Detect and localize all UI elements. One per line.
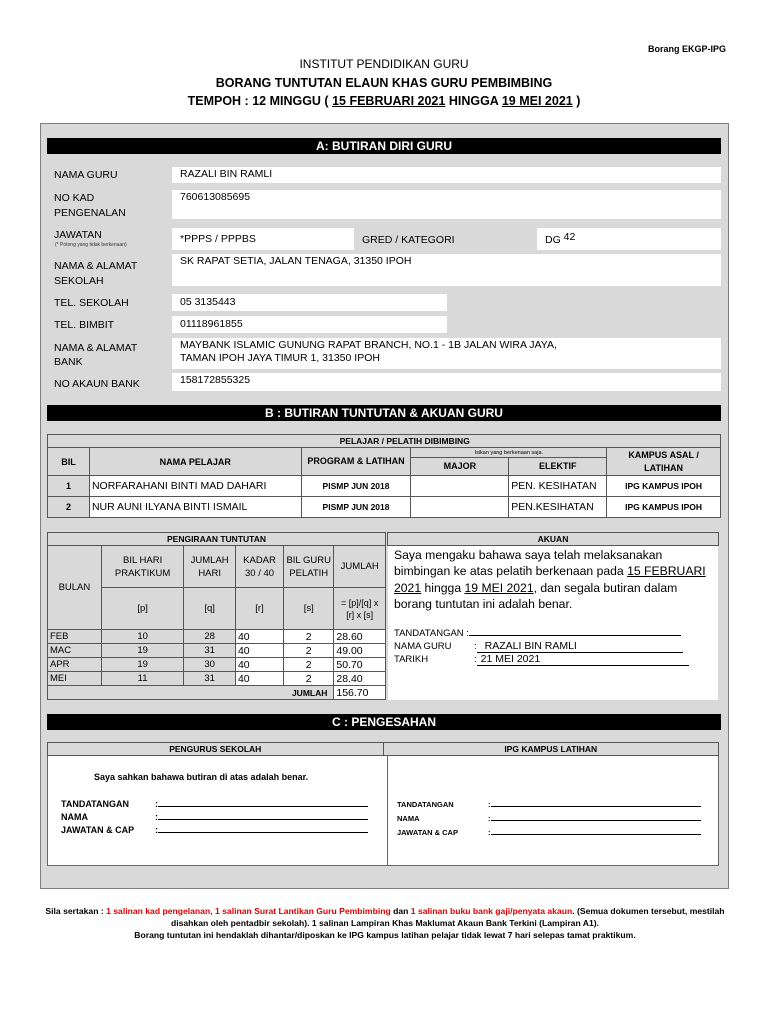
section-c-heading: C : PENGESAHAN — [47, 714, 721, 730]
th-note: Isikan yang berkenaan saja. — [411, 448, 606, 458]
label-no-kad-1: NO KAD — [54, 192, 95, 204]
note-red-1: 1 salinan kad pengelanan, 1 salinan Surat Lantikan Guru Pembimbing — [106, 906, 391, 916]
th-formula: = [p]/[q] x [r] x [s] — [334, 588, 386, 630]
calc-row — [48, 658, 386, 672]
th-r: [r] — [235, 588, 283, 630]
pengurus-sekolah-title: PENGURUS SEKOLAH — [48, 743, 384, 756]
label-tel-sekolah: TEL. SEKOLAH — [54, 297, 129, 309]
right-label-jawatan: JAWATAN & CAP — [397, 828, 458, 837]
th-jumlah-hari: JUMLAH HARI — [184, 546, 236, 588]
calc-r[interactable]: 40 — [235, 644, 283, 658]
akuan-text-3: , dan segala butiran dalam borang tuntutan ini adalah benar. — [394, 580, 678, 611]
pengesahan-statement: Saya sahkan bahawa butiran di atas adalah benar. — [94, 772, 309, 782]
calc-q[interactable]: 30 — [184, 658, 236, 672]
calc-s[interactable]: 2 — [284, 644, 334, 658]
pengesahan-divider — [387, 755, 388, 866]
row-major[interactable] — [411, 476, 509, 497]
row-kampus[interactable]: IPG KAMPUS IPOH — [607, 476, 721, 497]
calc-r[interactable]: 40 — [235, 672, 283, 686]
alamat-bank-line-2: TAMAN IPOH JAYA TIMUR 1, 31350 IPOH — [180, 352, 380, 364]
th-jumlah: JUMLAH — [334, 546, 386, 588]
period-end: 19 MEI 2021 — [501, 94, 573, 108]
th-kampus: KAMPUS ASAL / LATIHAN — [607, 448, 721, 476]
row-nama[interactable]: NUR AUNI ILYANA BINTI ISMAIL — [89, 497, 301, 518]
section-a-heading: A: BUTIRAN DIRI GURU — [47, 138, 721, 154]
row-bil: 2 — [48, 497, 90, 518]
calc-table — [47, 532, 386, 700]
calc-title: PENGIRAAN TUNTUTAN — [48, 533, 386, 546]
form-title: BORANG TUNTUTAN ELAUN KHAS GURU PEMBIMBING — [215, 76, 553, 90]
akuan-nama-label: NAMA GURU — [394, 641, 452, 652]
label-jawatan: JAWATAN — [54, 229, 102, 241]
akuan-tarikh-label: TARIKH — [394, 654, 429, 665]
calc-s[interactable]: 2 — [284, 630, 334, 644]
period-mid: HINGGA — [448, 94, 499, 108]
right-sig-jawatan: JAWATAN & CAP : — [397, 826, 701, 837]
left-line-jawatan[interactable] — [158, 824, 368, 833]
akuan-date-end: 19 MEI 2021 — [464, 580, 534, 595]
akuan-statement — [394, 547, 716, 612]
calc-p[interactable]: 10 — [101, 630, 184, 644]
row-bil: 1 — [48, 476, 90, 497]
akuan-tandatangan — [394, 626, 681, 639]
label-gred: GRED / KATEGORI — [362, 234, 455, 246]
right-line-nama[interactable] — [491, 812, 701, 821]
period-heading — [0, 94, 768, 108]
right-sig-tandatangan: TANDATANGAN : — [397, 798, 701, 809]
label-alamat-bank-1: NAMA & ALAMAT — [54, 342, 138, 354]
akuan-signature-line[interactable] — [469, 626, 681, 636]
th-kadar: KADAR 30 / 40 — [235, 546, 283, 588]
row-program[interactable]: PISMP JUN 2018 — [301, 476, 411, 497]
calc-s[interactable]: 2 — [284, 658, 334, 672]
jawatan-field[interactable]: *PPPS / PPPBS — [172, 228, 354, 250]
no-akaun-field[interactable]: 158172855325 — [172, 373, 721, 391]
calc-p[interactable]: 19 — [101, 644, 184, 658]
student-row — [48, 476, 721, 497]
gred-field[interactable] — [537, 228, 721, 250]
th-bil: BIL — [48, 448, 90, 476]
akuan-text-1: Saya mengaku bahawa saya telah melaksanakan bimbingan ke atas pelatih berkenaan pada — [394, 548, 663, 579]
calc-total-value[interactable]: 156.70 — [334, 686, 386, 700]
calc-jumlah[interactable]: 28.60 — [334, 630, 386, 644]
left-sig-nama: NAMA : — [61, 811, 368, 822]
right-line-jawatan[interactable] — [491, 826, 701, 835]
calc-row — [48, 630, 386, 644]
akuan-date-start: 15 FEBRUARI 2021 — [394, 564, 706, 595]
label-alamat-sekolah-1: NAMA & ALAMAT — [54, 260, 138, 272]
note-line-3: Borang tuntutan ini hendaklah dihantar/diposkan ke IPG kampus latihan pelajar tidak lewat 7 hari selepas tamat praktikum. — [134, 930, 636, 940]
institute-heading: INSTITUT PENDIDIKAN GURU — [299, 57, 469, 71]
note-part-1: Sila sertakan : — [45, 906, 107, 916]
students-table — [47, 434, 721, 518]
calc-bulan: MAC — [48, 644, 102, 658]
akuan-nama: NAMA GURU : RAZALI BIN RAMLI — [394, 640, 683, 653]
calc-r[interactable]: 40 — [235, 630, 283, 644]
gred-value: 42 — [563, 231, 576, 243]
akuan-title: AKUAN — [388, 533, 719, 546]
row-major[interactable] — [411, 497, 509, 518]
calc-p[interactable]: 11 — [101, 672, 184, 686]
label-no-kad-2: PENGENALAN — [54, 207, 126, 219]
th-p: [p] — [101, 588, 184, 630]
calc-jumlah[interactable]: 50.70 — [334, 658, 386, 672]
label-alamat-bank-2: BANK — [54, 356, 83, 368]
students-group-header: PELAJAR / PELATIH DIBIMBING — [89, 435, 720, 448]
alamat-sekolah-field[interactable]: SK RAPAT SETIA, JALAN TENAGA, 31350 IPOH — [172, 254, 721, 286]
th-bil-hari: BIL HARI PRAKTIKUM — [101, 546, 184, 588]
note-part-2: dan — [390, 906, 411, 916]
akuan-text-2: hingga — [421, 580, 465, 595]
left-label-jawatan: JAWATAN & CAP — [61, 825, 135, 835]
student-row — [48, 497, 721, 518]
calc-jumlah[interactable]: 49.00 — [334, 644, 386, 658]
left-line-nama[interactable] — [158, 811, 368, 820]
calc-bulan: FEB — [48, 630, 102, 644]
right-label-nama: NAMA — [397, 814, 420, 823]
calc-row — [48, 644, 386, 658]
right-sig-nama: NAMA : — [397, 812, 701, 823]
calc-row — [48, 672, 386, 686]
label-jawatan-note: (* Potong yang tidak berkenaan) — [55, 242, 127, 248]
th-bil-guru: BIL GURU PELATIH — [284, 546, 334, 588]
left-sig-jawatan: JAWATAN & CAP : — [61, 824, 368, 835]
note-part-3: . (Semua dokumen tersebut, mestilah disahkan oleh pentadbir sekolah). 1 salinan Lampiran Khas Maklumat Akaun Bank Terkini (Lampiran A1). — [170, 906, 725, 928]
document-code: Borang EKGP-IPG — [647, 44, 726, 54]
calc-jumlah[interactable]: 28.40 — [334, 672, 386, 686]
alamat-bank-field[interactable] — [172, 338, 721, 369]
tel-bimbit-field[interactable]: 01118961855 — [172, 316, 447, 333]
period-suffix: ) — [576, 94, 581, 108]
left-label-tandatangan: TANDATANGAN — [61, 799, 129, 809]
th-program: PROGRAM & LATIHAN — [301, 448, 411, 476]
no-kad-field[interactable]: 760613085695 — [172, 190, 721, 219]
footer-note — [40, 905, 730, 941]
akuan-header — [387, 532, 719, 546]
th-s: [s] — [284, 588, 334, 630]
row-kampus[interactable]: IPG KAMPUS IPOH — [607, 497, 721, 518]
th-q: [q] — [184, 588, 236, 630]
row-program[interactable]: PISMP JUN 2018 — [301, 497, 411, 518]
th-bulan: BULAN — [48, 546, 102, 630]
alamat-bank-line-1: MAYBANK ISLAMIC GUNUNG RAPAT BRANCH, NO.1 - 1B JALAN WIRA JAYA, — [180, 339, 557, 351]
calc-q[interactable]: 31 — [184, 644, 236, 658]
tel-sekolah-field[interactable]: 05 3135443 — [172, 294, 447, 311]
note-red-2: 1 salinan buku bank gaji/penyata akaun — [410, 906, 573, 916]
right-label-tandatangan: TANDATANGAN — [397, 800, 454, 809]
row-elektif[interactable]: PEN. KESIHATAN — [509, 476, 607, 497]
calc-bulan: MEI — [48, 672, 102, 686]
pengesahan-header — [47, 742, 719, 756]
th-elektif: ELEKTIF — [538, 461, 577, 471]
calc-total-label: JUMLAH — [48, 686, 334, 700]
gred-prefix: DG — [545, 234, 561, 246]
left-label-nama: NAMA — [61, 812, 88, 822]
calc-q[interactable]: 28 — [184, 630, 236, 644]
row-nama[interactable]: NORFARAHANI BINTI MAD DAHARI — [89, 476, 301, 497]
calc-bulan: APR — [48, 658, 102, 672]
label-tel-bimbit: TEL. BIMBIT — [54, 319, 115, 331]
label-alamat-sekolah-2: SEKOLAH — [54, 275, 104, 287]
label-nama-guru: NAMA GURU — [54, 169, 118, 181]
period-start: 15 FEBRUARI 2021 — [332, 94, 446, 108]
akuan-nama-value[interactable]: RAZALI BIN RAMLI — [477, 640, 683, 653]
nama-guru-field[interactable]: RAZALI BIN RAMLI — [172, 167, 721, 183]
period-prefix: TEMPOH : 12 MINGGU ( — [187, 94, 329, 108]
th-major: MAJOR — [411, 458, 509, 475]
th-nama-pelajar: NAMA PELAJAR — [89, 448, 301, 476]
right-line-tandatangan[interactable] — [491, 798, 701, 807]
left-sig-tandatangan: TANDATANGAN : — [61, 798, 368, 809]
akuan-tarikh: TARIKH : 21 MEI 2021 — [394, 653, 689, 666]
calc-p[interactable]: 19 — [101, 658, 184, 672]
section-b-heading: B : BUTIRAN TUNTUTAN & AKUAN GURU — [47, 405, 721, 421]
row-elektif[interactable]: PEN.KESIHATAN — [509, 497, 607, 518]
calc-r[interactable]: 40 — [235, 658, 283, 672]
akuan-tarikh-value[interactable]: 21 MEI 2021 — [477, 653, 689, 666]
th-major-elektif — [411, 448, 607, 476]
akuan-tandatangan-label: TANDATANGAN : — [394, 628, 469, 639]
calc-q[interactable]: 31 — [184, 672, 236, 686]
calc-s[interactable]: 2 — [284, 672, 334, 686]
ipg-kampus-title: IPG KAMPUS LATIHAN — [383, 743, 719, 756]
left-line-tandatangan[interactable] — [158, 798, 368, 807]
label-no-akaun: NO AKAUN BANK — [54, 378, 140, 390]
